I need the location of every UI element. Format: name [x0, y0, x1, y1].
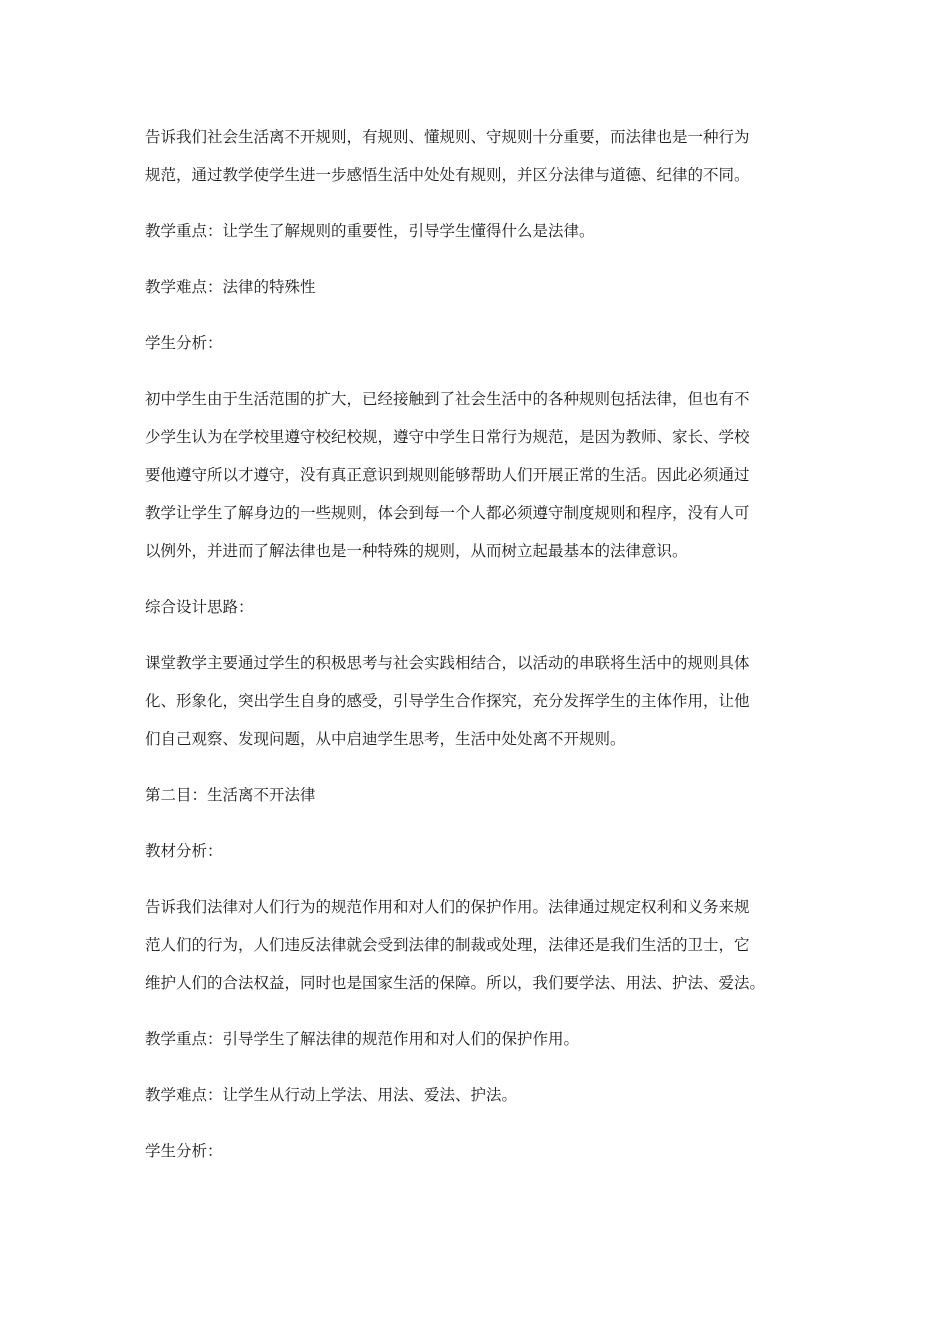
- text-line: 教学让学生了解身边的一些规则，体会到每一个人都必须遵守制度规则和程序，没有人可: [145, 504, 750, 522]
- heading-section-two: [145, 776, 825, 814]
- text-line: 教学难点：让学生从行动上学法、用法、爱法、护法。: [145, 1086, 518, 1104]
- text-line: 维护人们的合法权益，同时也是国家生活的保障。所以，我们要学法、用法、护法、爱法。: [145, 974, 766, 992]
- text-line: 以例外，并进而了解法律也是一种特殊的规则，从而树立起最基本的法律意识。: [145, 542, 688, 560]
- heading-textbook-analysis: [145, 832, 825, 870]
- text-line: 初中学生由于生活范围的扩大，已经接触到了社会生活中的各种规则包括法律，但也有不: [145, 390, 750, 408]
- paragraph-teaching-difficulty: [145, 268, 825, 306]
- paragraph-teaching-focus-2: [145, 1020, 825, 1058]
- text-line: 综合设计思路：: [145, 598, 254, 616]
- paragraph-textbook-analysis: [145, 888, 825, 1002]
- text-line: 课堂教学主要通过学生的积极思考与社会实践相结合，以活动的串联将生活中的规则具体: [145, 654, 750, 672]
- text-line: 教学重点：让学生了解规则的重要性，引导学生懂得什么是法律。: [145, 222, 595, 240]
- text-line: 教材分析：: [145, 842, 223, 860]
- text-line: 教学难点：法律的特殊性: [145, 278, 316, 296]
- text-line: 规范，通过教学使学生进一步感悟生活中处处有规则，并区分法律与道德、纪律的不同。: [145, 166, 750, 184]
- text-line: 范人们的行为，人们违反法律就会受到法律的制裁或处理，法律还是我们生活的卫士，它: [145, 936, 750, 954]
- paragraph-design-ideas: [145, 644, 825, 758]
- text-line: 们自己观察、发现问题，从中启迪学生思考，生活中处处离不开规则。: [145, 730, 626, 748]
- heading-design-ideas: [145, 588, 825, 626]
- text-line: 告诉我们社会生活离不开规则，有规则、懂规则、守规则十分重要，而法律也是一种行为: [145, 128, 750, 146]
- paragraph-textbook-summary: [145, 118, 825, 194]
- text-line: 告诉我们法律对人们行为的规范作用和对人们的保护作用。法律通过规定权利和义务来规: [145, 898, 750, 916]
- text-line: 第二目：生活离不开法律: [145, 786, 316, 804]
- heading-student-analysis-2: [145, 1132, 825, 1170]
- paragraph-teaching-difficulty-2: [145, 1076, 825, 1114]
- text-line: 学生分析：: [145, 1142, 223, 1160]
- paragraph-teaching-focus: [145, 212, 825, 250]
- text-line: 少学生认为在学校里遵守校纪校规，遵守中学生日常行为规范，是因为教师、家长、学校: [145, 428, 750, 446]
- text-line: 要他遵守所以才遵守，没有真正意识到规则能够帮助人们开展正常的生活。因此必须通过: [145, 466, 750, 484]
- text-line: 学生分析：: [145, 334, 223, 352]
- heading-student-analysis: [145, 324, 825, 362]
- text-line: 化、形象化，突出学生自身的感受，引导学生合作探究，充分发挥学生的主体作用，让他: [145, 692, 750, 710]
- paragraph-student-analysis: [145, 380, 825, 570]
- document-body: [145, 118, 825, 1188]
- text-line: 教学重点：引导学生了解法律的规范作用和对人们的保护作用。: [145, 1030, 580, 1048]
